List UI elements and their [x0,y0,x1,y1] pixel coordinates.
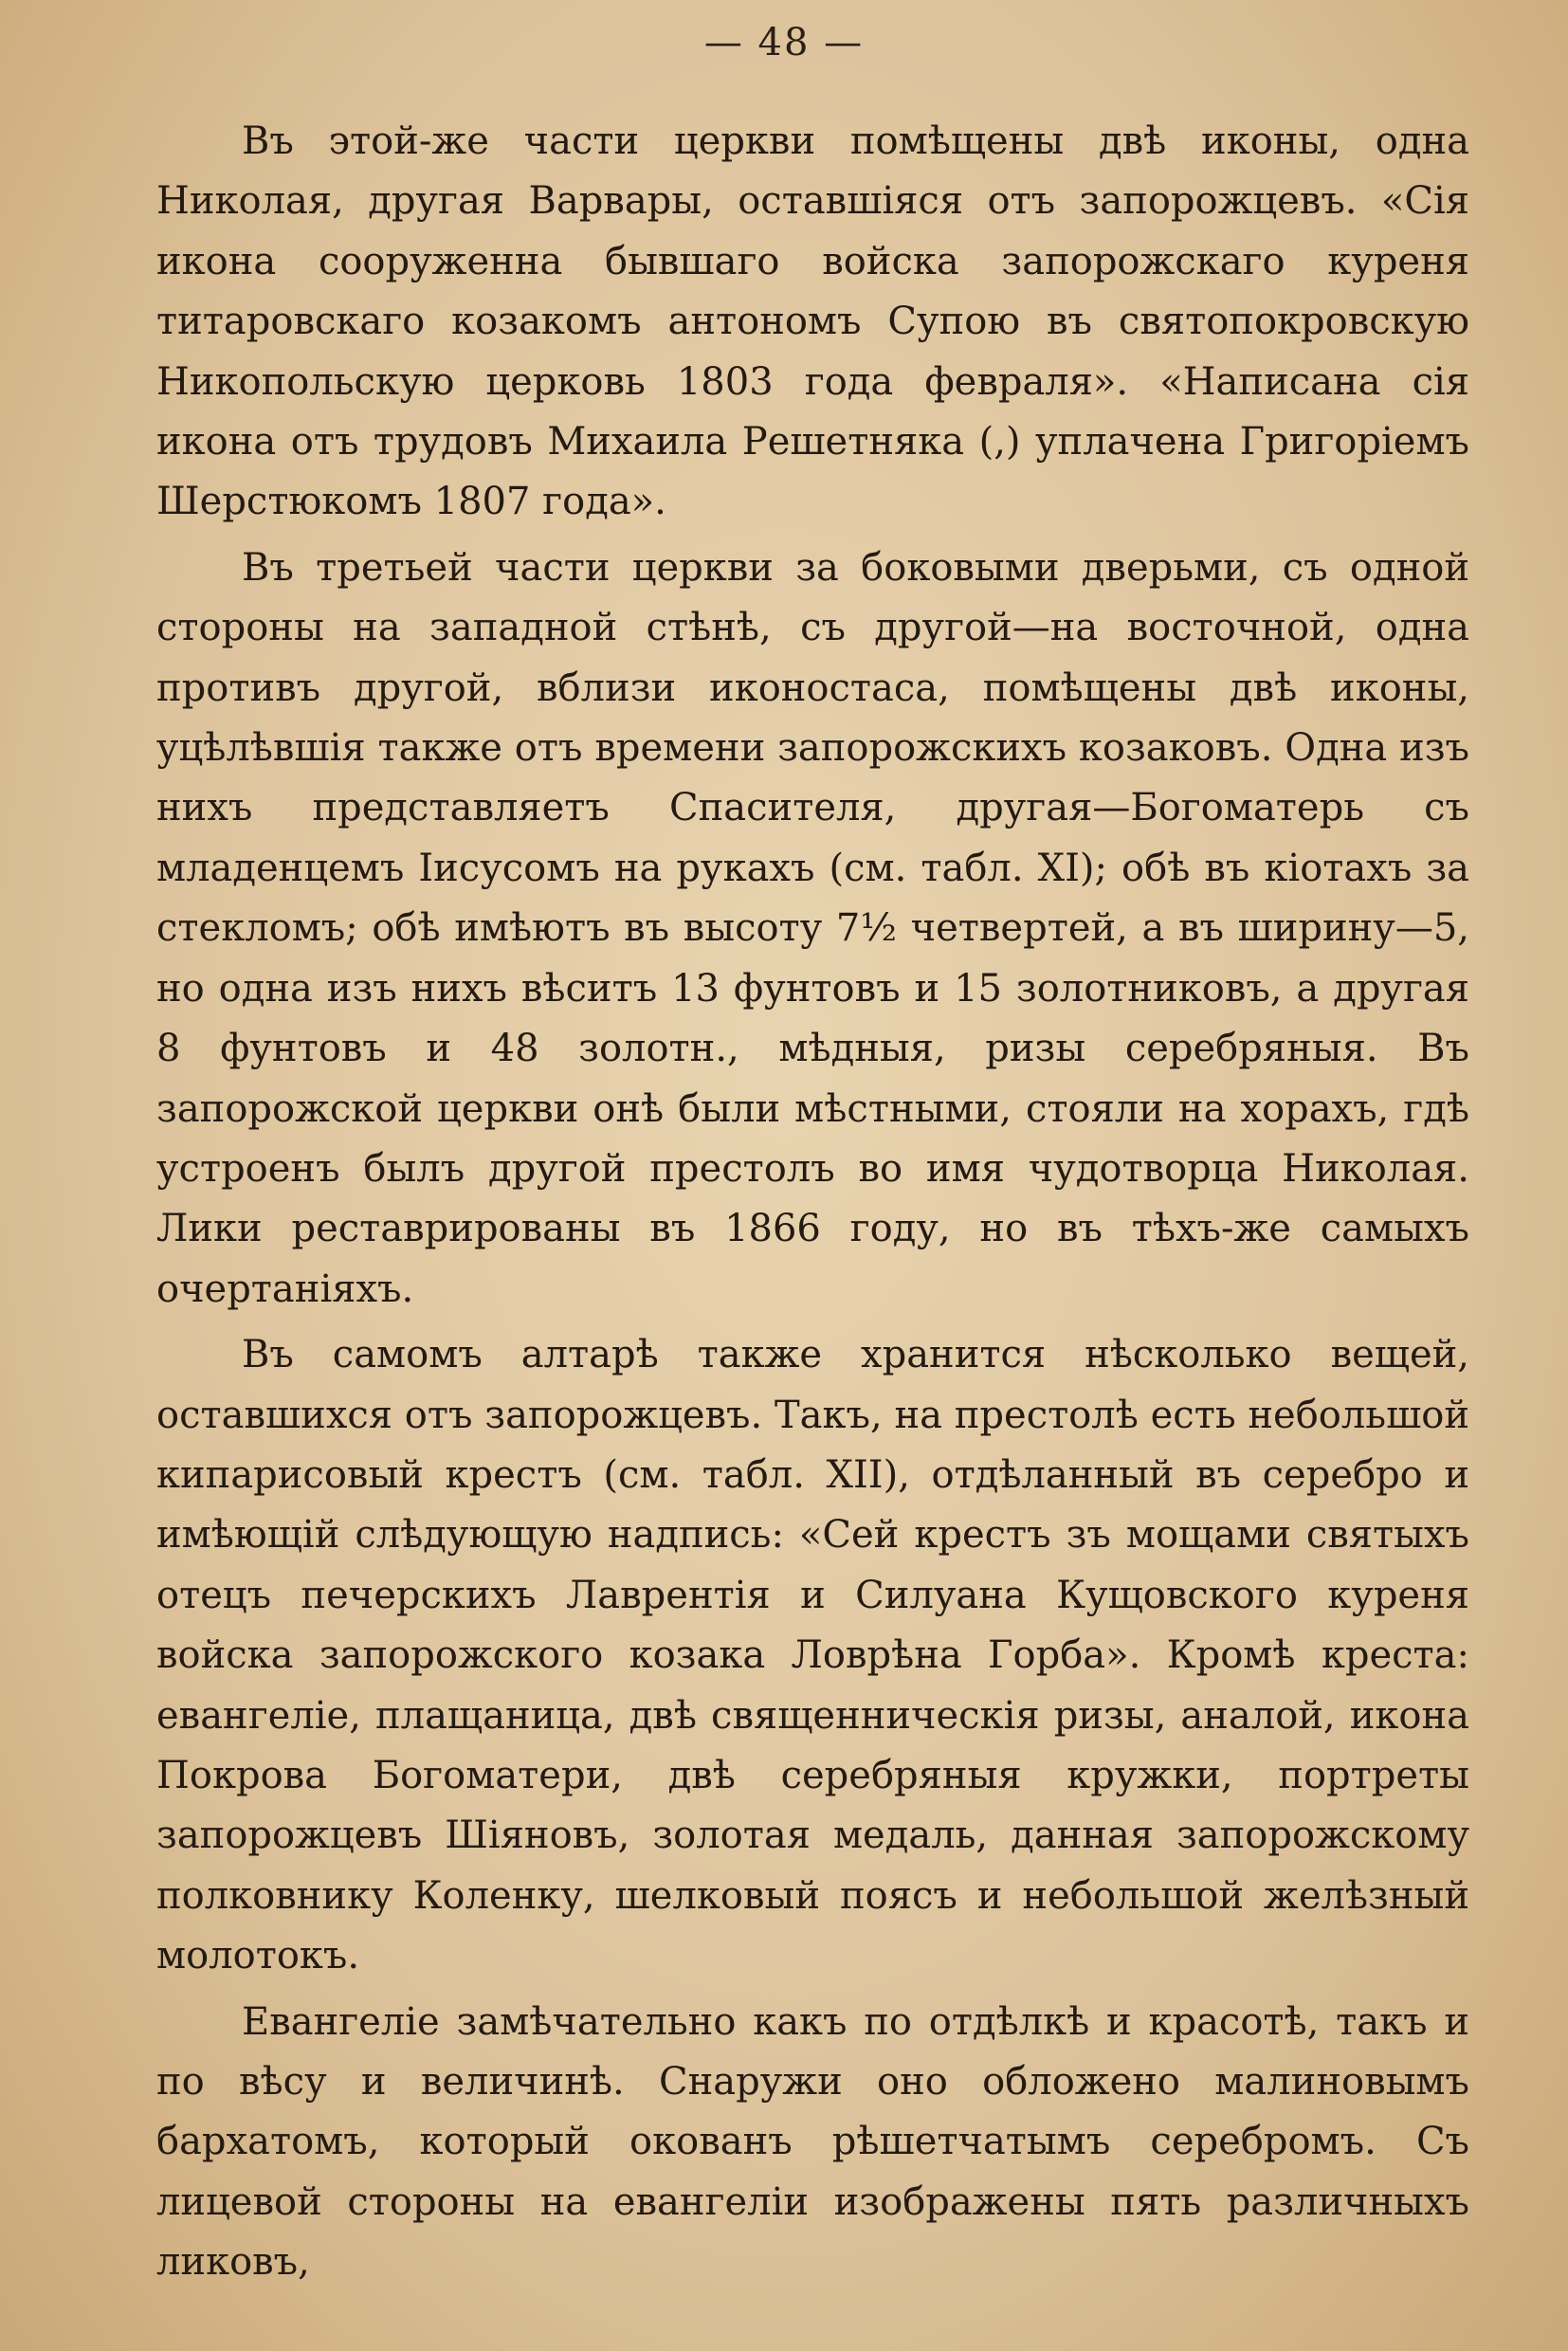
page-number: — 48 — [703,21,865,64]
paragraph-icons-saviour-mother: Въ третьей части церкви за боковыми дверьми, съ одной стороны на западной стѣнѣ, съ другой—на восточной, одна противъ другой, вблизи иконостаса, помѣщены двѣ иконы, уцѣлѣвшія также отъ времени запорожскихъ козаковъ. Одна изъ нихъ представляетъ Спасителя, другая—Богоматерь съ младенцемъ Іисусомъ на рукахъ (см. табл. XI); обѣ въ кіотахъ за стекломъ; обѣ имѣютъ въ высоту 7½ четвертей, а въ ширину—5, но одна изъ нихъ вѣситъ 13 фунтовъ и 15 золотниковъ, а другая 8 фунтовъ и 48 золотн., мѣдныя, ризы серебряныя. Въ запорожской церкви онѣ были мѣстными, стояли на хорахъ, гдѣ устроенъ былъ другой престолъ во имя чудотворца Николая. Лики реставрированы въ 1866 году, но въ тѣхъ-же самыхъ очертаніяхъ. [156,545,1469,1311]
body-text [156,112,1469,2293]
paragraph-altar-items: Въ самомъ алтарѣ также хранится нѣсколько вещей, оставшихся отъ запорожцевъ. Такъ, на престолѣ есть небольшой кипарисовый крестъ (см. табл. XII), отдѣланный въ серебро и имѣющій слѣдующую надпись: «Сей крестъ зъ мощами святыхъ отецъ печерскихъ Лаврентія и Силуана Кущовского куреня войска запорожского козака Ловрѣна Горба». Кромѣ креста: евангеліе, плащаница, двѣ священническія ризы, аналой, икона Покрова Богоматери, двѣ серебряныя кружки, портреты запорожцевъ Шіяновъ, золотая медаль, данная запорожскому полковнику Коленку, шелковый поясъ и небольшой желѣзный молотокъ. [156,1333,1469,1978]
paragraph-icons-nicholas-barbara: Въ этой-же части церкви помѣщены двѣ иконы, одна Николая, другая Варвары, оставшіяся отъ запорожцевъ. «Сія икона сооруженна бывшаго войска запорожскаго куреня титаровскаго козакомъ антономъ Супою въ святопокровскую Никопольскую церковь 1803 года февраля». «Написана сія икона отъ трудовъ Михаила Решетняка (,) уплачена Григоріемъ Шерстюкомъ 1807 года». [156,119,1469,524]
paragraph-gospel: Евангеліе замѣчательно какъ по отдѣлкѣ и красотѣ, такъ и по вѣсу и величинѣ. Снаружи оно обложено малиновымъ бархатомъ, который окованъ рѣшетчатымъ серебромъ. Съ лицевой стороны на евангеліи изображены пять различныхъ ликовъ, [156,1999,1469,2285]
